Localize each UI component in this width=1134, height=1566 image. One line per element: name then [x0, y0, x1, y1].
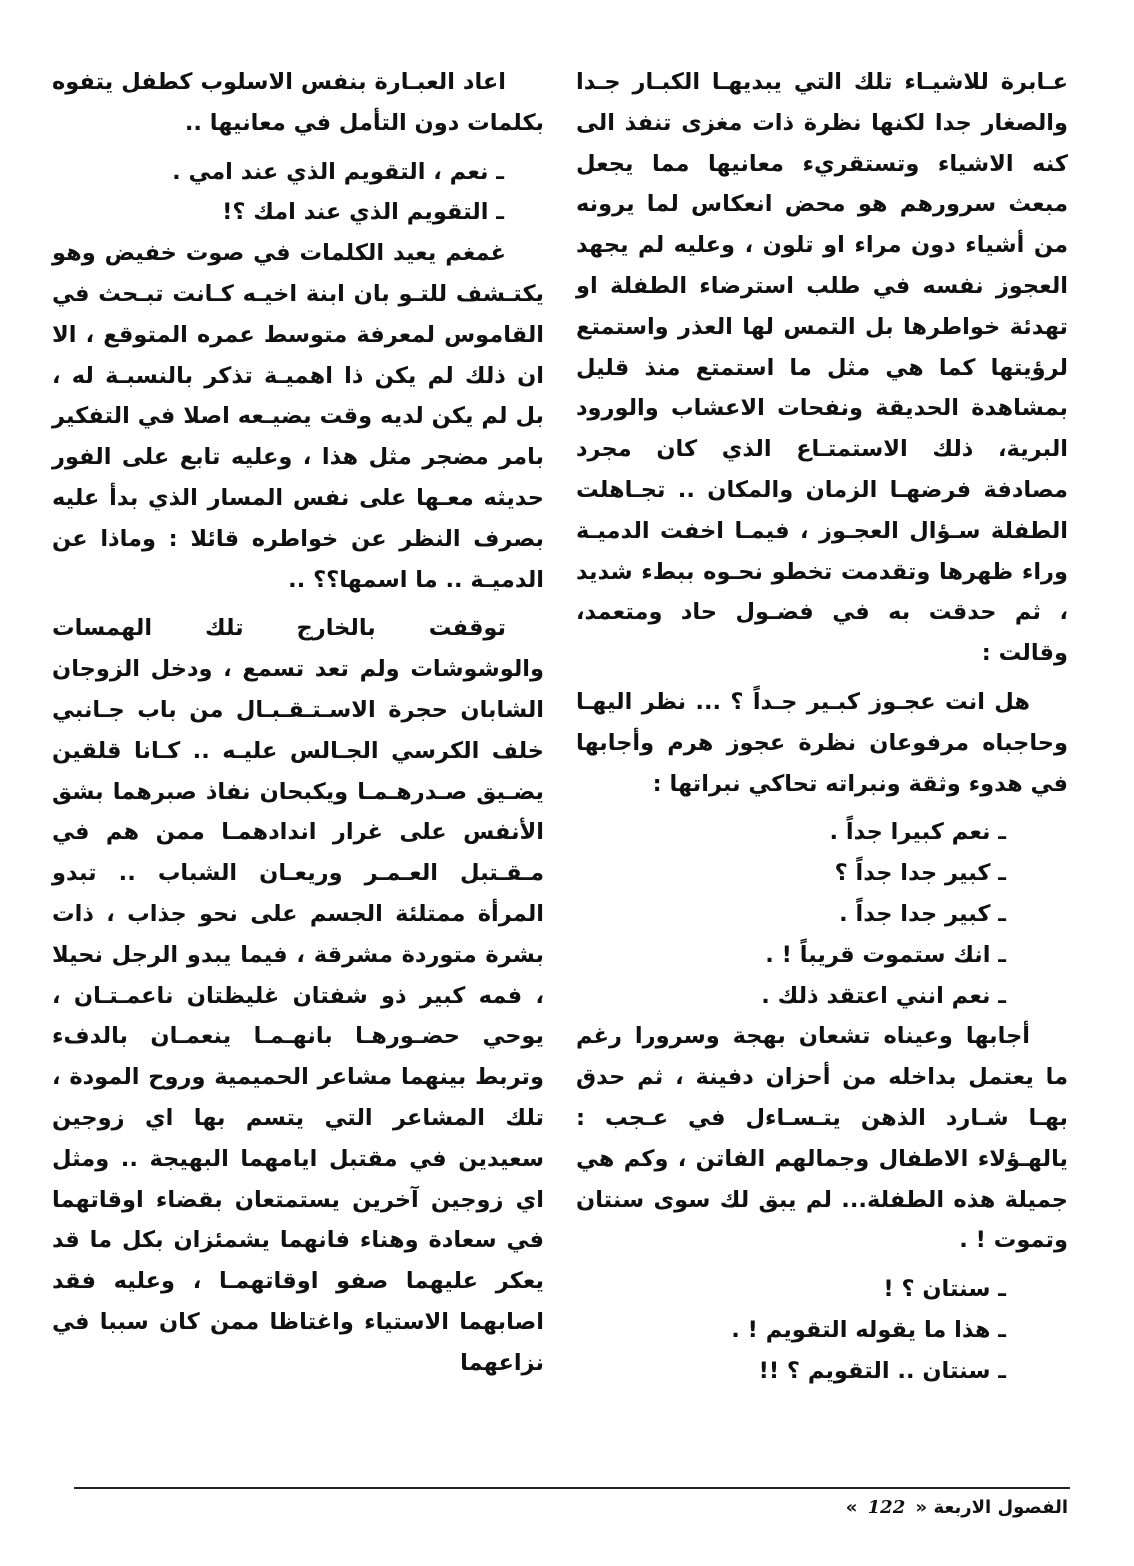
- dialogue-line: ـ كبير جدا جداً .: [839, 900, 1006, 927]
- magazine-name: الفصول الاربعة: [933, 1497, 1068, 1518]
- footer-divider: [74, 1487, 1070, 1489]
- dialogue-line: ـ نعم ، التقويم الذي عند امي .: [172, 158, 504, 185]
- dialogue-line: ـ سنتان .. التقويم ؟ !!: [758, 1357, 1006, 1384]
- left-column: [52, 62, 544, 1392]
- dialogue-line: ـ نعم انني اعتقد ذلك .: [761, 982, 1006, 1009]
- dialogue-line: ـ التقويم الذي عند امك ؟!: [222, 199, 504, 226]
- paragraph: توقفت بالخارج تلك الهمسات والوشوشات ولم تعد تسمع ، ودخل الزوجان الشابان حجرة الاسـتـقـبـال من باب جـانبي خلف الكرسي الجـالس عليـه .. كـانا قلقين يضـيق صـدرهـمـا ويكبحان نفاذ صبرهما بشق الأنفس على غرار اندادهمـا ممن هم في مـقـتبل العـمـر وريعـان الشباب .. تبدو المرأة ممتلئة الجسم على نحو جذاب ، ذات بشرة متوردة مشرقة ، فيما يبدو الرجل نحيلا ، فمه كبير ذو شفتان غليظتان ناعمـتـان ، يوحي حضـورهـا بانهـمـا ينعمـان بالدفء وتربط بينهما مشاعر الحميمية وروح المودة ، تلك المشاعر التي يتسم بها اي زوجين سعيدين في مقتبل ايامهما البهيجة .. ومثل اي زوجين آخرين يستمتعان بقضاء اوقاتهما في سعادة وهناء فانهما يشمئزان بكل ما قد يعكر عليهما صفو اوقاتهمـا ، وعليه فقد اصابهما الاستياء واغتاظا ممن كان سببا في نزاعهما: [52, 615, 544, 1376]
- paragraph: عـابرة للاشيـاء تلك التي يبديهـا الكبـار جـدا والصغار جدا لكنها نظرة ذات مغزى تنفذ الى كنه الاشياء وتستقريء معانيها مما يجعل مبعث سرورهم هو محض انعكاس لما يرونه من أشياء دون مراء او تلون ، وعليه لم يجهد العجوز نفسه في طلب استرضاء الطفلة او تهدئة خواطرها بل التمس لها العذر واستمتع لرؤيتها كما هي مثل ما استمتع منذ قليل بمشاهدة الحديقة ونفحات الاعشاب والورود البرية، ذلك الاستمتـاع الذي كان مجرد مصادفة فرضهـا الزمان والمكان .. تجـاهلت الطفلة سـؤال العجـوز ، فيمـا اخفت الدميـة وراء ظهرها وتقدمت تخطو نحـوه ببطء شديد ، ثم حدقت به في فضـول حاد ومتعمد، وقالت :: [576, 69, 1068, 667]
- dialogue-line: ـ هذا ما يقوله التقويم ! .: [731, 1316, 1006, 1343]
- page-footer: [846, 1497, 1068, 1518]
- paragraph: غمغم يعيد الكلمات في صوت خفيض وهو يكتـشف للتـو بان ابنة اخيـه كـانت تبـحث في القاموس لمعرفة متوسط عمره المتوقع ، الا ان ذلك لم يكن ذا اهميـة تذكر بالنسبـة له ، بل لم يكن لديه وقت يضيـعه اصلا في التفكير بامر مضجر مثل هذا ، وعليه تابع على الفور حديثه معـها على نفس المسار الذي بدأ عليه بصرف النظر عن خواطره قائلا : وماذا عن الدميـة .. ما اسمها؟؟ ..: [52, 240, 544, 593]
- quote-close: »: [845, 1497, 858, 1518]
- right-column: [576, 62, 1068, 1392]
- dialogue-line: ـ انك ستموت قريباً ! .: [765, 941, 1006, 968]
- dialogue-line: ـ نعم كبيرا جداً .: [829, 819, 1006, 846]
- paragraph: اعاد العبـارة بنفس الاسلوب كطفل يتفوه بكلمات دون التأمل في معانيها ..: [52, 69, 544, 136]
- paragraph: هل انت عجـوز كبـير جـداً ؟ ... نظر اليهـا وحاجباه مرفوعان نظرة عجوز هرم وأجابها في هدوء وثقة ونبراته تحاكي نبراتها :: [576, 688, 1068, 797]
- paragraph: أجابها وعيناه تشعان بهجة وسرورا رغم ما يعتمل بداخله من أحزان دفينة ، ثم حدق بهـا شـارد الذهن يتـسـاءل في عـجب : يالهـؤلاء الاطفال وجمالهم الفاتن ، وكم هي جميلة هذه الطفلة... لم يبق لك سوى سنتان وتموت ! .: [576, 1023, 1068, 1254]
- dialogue-line: ـ كبير جدا جداً ؟: [834, 860, 1006, 887]
- quote-open: «: [915, 1497, 928, 1518]
- dialogue-line: ـ سنتان ؟ !: [883, 1276, 1006, 1303]
- page-number: 122: [867, 1497, 906, 1518]
